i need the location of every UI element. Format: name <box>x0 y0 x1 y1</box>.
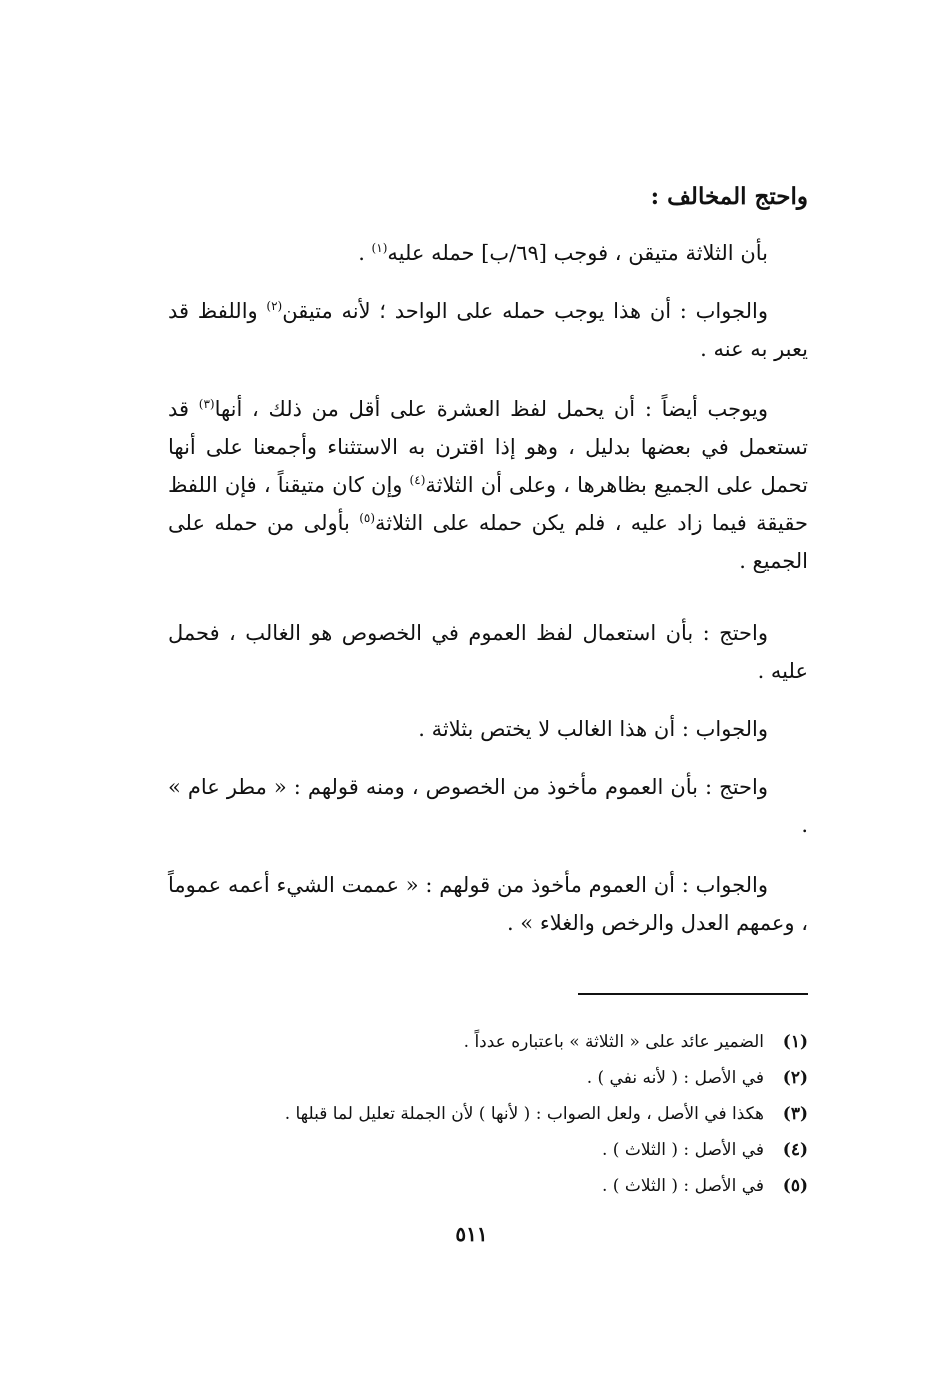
footnote-5 <box>168 1168 808 1204</box>
footnote-number: (٤) <box>782 1140 808 1160</box>
footnote-number: (٢) <box>782 1068 808 1088</box>
paragraph-1: بأن الثلاثة متيقن ، فوجب [٦٩/ب] حمله عليه$^{(١)}$ . <box>358 241 768 265</box>
footnote-ref-5: (٥) <box>359 511 376 525</box>
paragraph-6: واحتج : بأن العموم مأخوذ من الخصوص ، ومنه قولهم : « مطر عام » . <box>168 775 808 837</box>
footnote-4 <box>168 1132 808 1168</box>
footnote-3 <box>168 1096 808 1132</box>
footnote-number: (٣) <box>782 1104 808 1124</box>
page-number: ٥١١ <box>455 1222 488 1246</box>
footnote-ref-4: (٤) <box>409 473 426 487</box>
footnote-text: في الأصل : ( الثلاث ) . <box>601 1176 764 1196</box>
footnote-ref-2: (٢) <box>266 299 283 313</box>
footnote-number: (١) <box>782 1032 808 1052</box>
footnote-ref-3: (٣) <box>198 397 215 411</box>
paragraph-5: والجواب : أن هذا الغالب لا يختص بثلاثة . <box>418 717 768 741</box>
footnote-number: (٥) <box>782 1176 808 1196</box>
footnote-1 <box>168 1024 808 1060</box>
paragraph-2: والجواب : أن هذا يوجب حمله على الواحد ؛ لأنه متيقن$^{(٢)}$ واللفظ قد يعبر به عنه . <box>168 299 808 361</box>
paragraph-3: ويوجب أيضاً : أن يحمل لفظ العشرة على أقل من ذلك ، أنها$^{(٣)}$ قد تستعمل في بعضها بدليل ، وهو إذا اقترن به الاستثناء وأجمعنا على أنها تحمل على الجميع بظاهرها ، وعلى أن الثلاثة$^{(٤)}$ وإن كان متيقناً ، فإن اللفظ حقيقة فيما زاد عليه ، فلم يكن حمله على الثلاثة$^{(٥)}$ بأولى من حمله على الجميع . <box>168 397 808 573</box>
paragraph-7: والجواب : أن العموم مأخوذ من قولهم : « عممت الشيء أعمه عموماً ، وعمهم العدل والرخص والغلاء » . <box>168 873 808 935</box>
footnote-text: هكذا في الأصل ، ولعل الصواب : ( لأنها ) لأن الجملة تعليل لما قبلها . <box>284 1104 764 1124</box>
footnote-divider <box>578 993 808 995</box>
footnote-text: في الأصل : ( لأنه نفي ) . <box>586 1068 764 1088</box>
section-heading: واحتج المخالف : <box>650 183 808 210</box>
footnote-ref-1: (١) <box>371 241 388 255</box>
footnote-2 <box>168 1060 808 1096</box>
footnote-text: الضمير عائد على « الثلاثة » باعتباره عدداً . <box>463 1032 764 1052</box>
footnote-text: في الأصل : ( الثلاث ) . <box>601 1140 764 1160</box>
paragraph-4: واحتج : بأن استعمال لفظ العموم في الخصوص هو الغالب ، فحمل عليه . <box>168 621 808 683</box>
footnotes-list <box>168 1024 808 1204</box>
